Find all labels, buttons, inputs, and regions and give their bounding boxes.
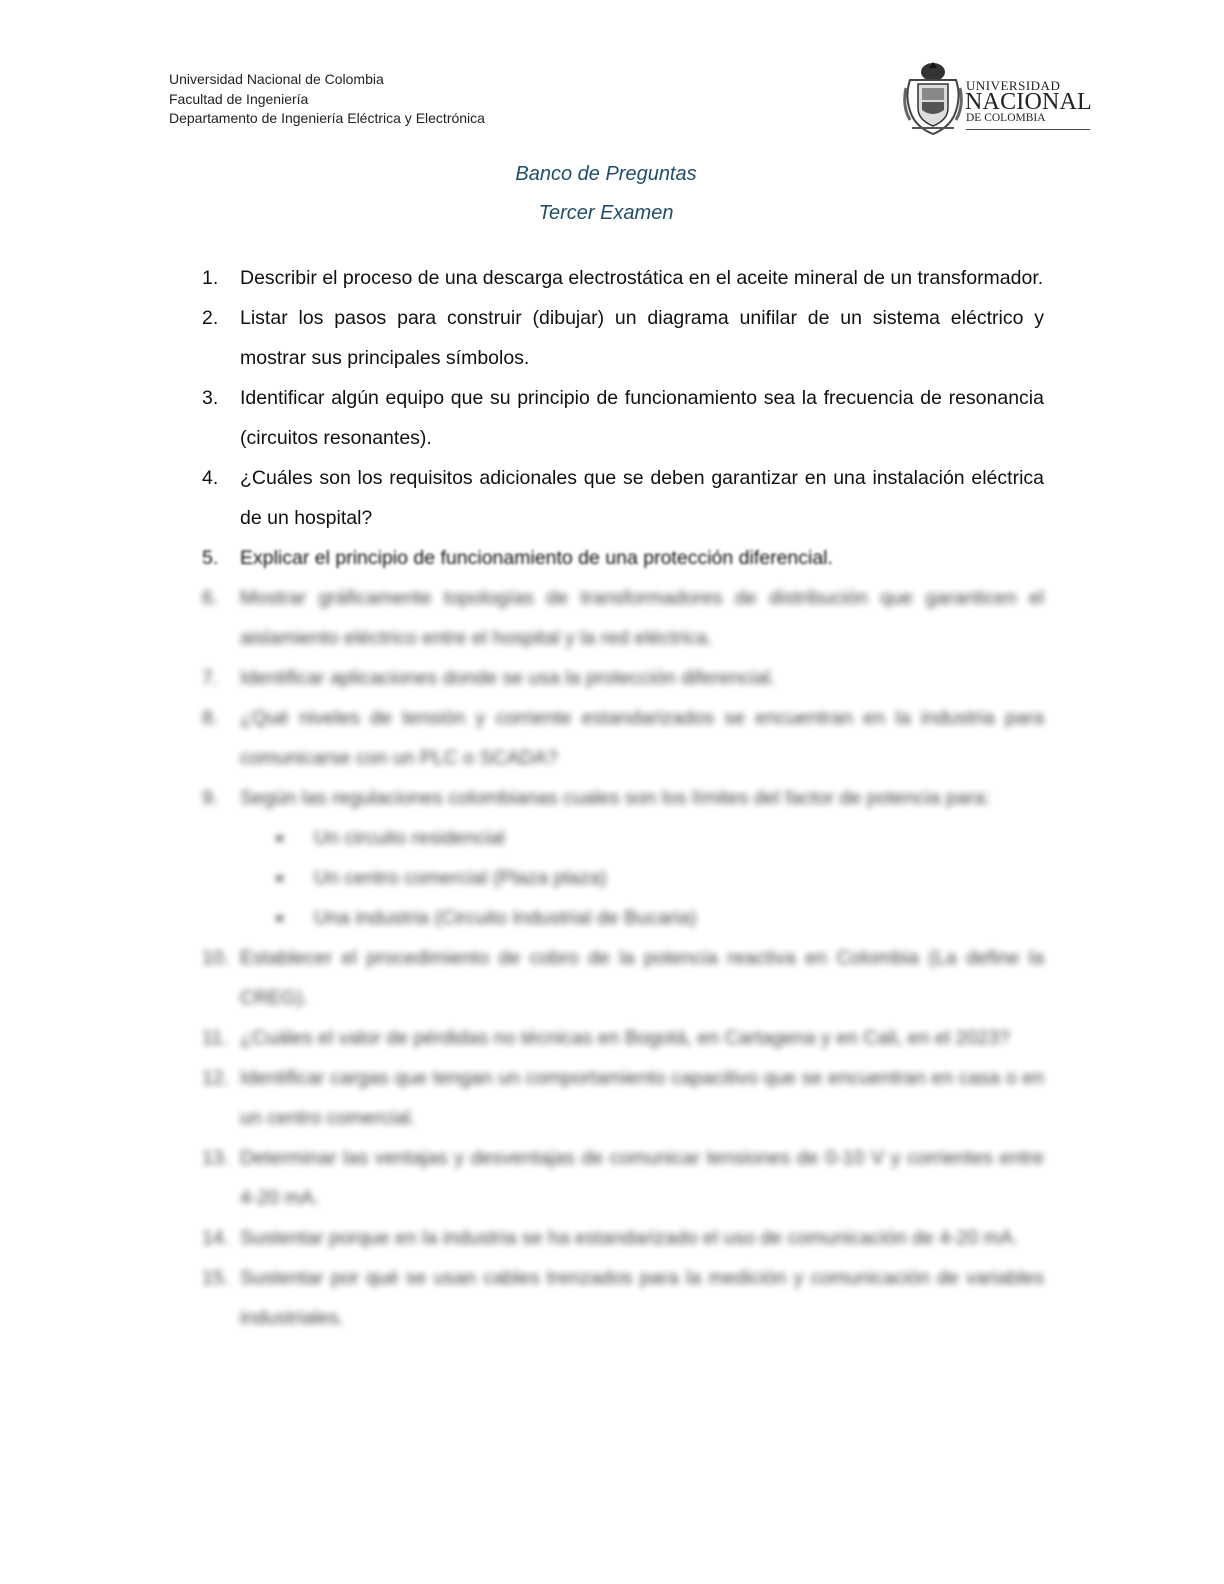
coat-of-arms-icon [902,58,964,138]
question-number: 10. [202,947,230,969]
question-item [202,698,1044,778]
question-text: Mostrar gráficamente topologías de transformadores de distribución que garanticen el aislamiento eléctrico entre el hospital y la red eléctrica. [240,587,1044,649]
question-item [202,458,1044,538]
question-number: 9. [202,787,219,809]
power-factor-sublist [202,818,1044,938]
question-text: Identificar algún equipo que su principio de funcionamiento sea la frecuencia de resonancia (circuitos resonantes). [240,387,1044,449]
logo-word-nacional: NACIONAL [965,89,1092,115]
question-item [202,1058,1044,1138]
university-logo [902,58,1092,142]
question-item [202,258,1044,298]
question-text: Sustentar por qué se usan cables trenzados para la medición y comunicación de variables industriales. [240,1267,1044,1329]
logo-word-de-colombia: DE COLOMBIA [966,112,1046,124]
question-text: Explicar el principio de funcionamiento de una protección diferencial. [240,547,833,569]
question-text: Identificar aplicaciones donde se usa la protección diferencial. [240,667,776,689]
sub-item-text: Un centro comercial (Plaza plaza) [314,867,607,889]
blurred-question-region [202,578,1044,1338]
question-text: Según las regulaciones colombianas cuales son los límites del factor de potencia para: [240,787,991,809]
question-number: 15. [202,1267,230,1289]
bullet-icon: ■ [276,831,284,845]
question-item [202,1018,1044,1058]
list-item [202,898,1044,938]
list-item [202,818,1044,858]
question-number: 8. [202,707,219,729]
logo-word-universidad: UNIVERSIDAD [966,78,1061,93]
header-department: Departamento de Ingeniería Eléctrica y Electrónica [169,110,485,126]
question-text: ¿Cuáles el valor de pérdidas no técnicas en Bogotá, en Cartagena y en Cali, en el 2023? [240,1027,1010,1049]
question-number: 2. [202,307,219,329]
question-number: 5. [202,547,219,569]
question-list [202,258,1044,1338]
page-subtitle: Tercer Examen [538,202,674,224]
question-number: 11. [202,1027,228,1049]
page-title: Banco de Preguntas [515,163,697,185]
bullet-icon: ■ [276,871,284,885]
question-number: 4. [202,467,219,489]
question-text: ¿Qué niveles de tensión y corriente estandarizados se encuentran en la industria para comunicarse con un PLC o SCADA? [240,707,1044,769]
question-item [202,658,1044,698]
question-number: 14. [202,1227,230,1249]
question-item [202,538,1044,578]
header-faculty: Facultad de Ingeniería [169,90,309,107]
sub-item-text: Una industria (Circuito Industrial de Bucaria) [314,907,697,929]
sub-item-text: Un circuito residencial [314,827,505,849]
question-item [202,1258,1044,1338]
header-university: Universidad Nacional de Colombia [169,71,384,87]
question-text: Describir el proceso de una descarga electrostática en el aceite mineral de un transformador. [240,267,1044,289]
question-item [202,298,1044,378]
question-item [202,578,1044,658]
question-item [202,778,1044,818]
question-text: Listar los pasos para construir (dibujar) un diagrama unifilar de un sistema eléctrico y mostrar sus principales símbolos. [240,307,1044,369]
question-number: 12. [202,1067,230,1089]
question-item [202,378,1044,458]
logo-underline [966,129,1090,130]
question-item [202,1138,1044,1218]
question-text: ¿Cuáles son los requisitos adicionales que se deben garantizar en una instalación eléctrica de un hospital? [240,467,1044,529]
bullet-icon: ■ [276,911,284,925]
question-item [202,938,1044,1018]
question-number: 7. [202,667,219,689]
question-text: Establecer el procedimiento de cobro de la potencia reactiva en Colombia (La define la CREG). [240,947,1044,1009]
question-number: 3. [202,387,219,409]
institution-header [169,70,485,129]
question-number: 6. [202,587,219,609]
question-text: Identificar cargas que tengan un comportamiento capacitivo que se encuentran en casa o en un centro comercial. [240,1067,1044,1129]
question-text: Sustentar porque en la industria se ha estandarizado el uso de comunicación de 4-20 mA. [240,1227,1019,1249]
question-item [202,1218,1044,1258]
question-text: Determinar las ventajas y desventajas de comunicar tensiones de 0-10 V y corrientes entre 4-20 mA. [240,1147,1044,1209]
question-number: 1. [202,267,219,289]
list-item [202,858,1044,898]
question-number: 13. [202,1147,230,1169]
